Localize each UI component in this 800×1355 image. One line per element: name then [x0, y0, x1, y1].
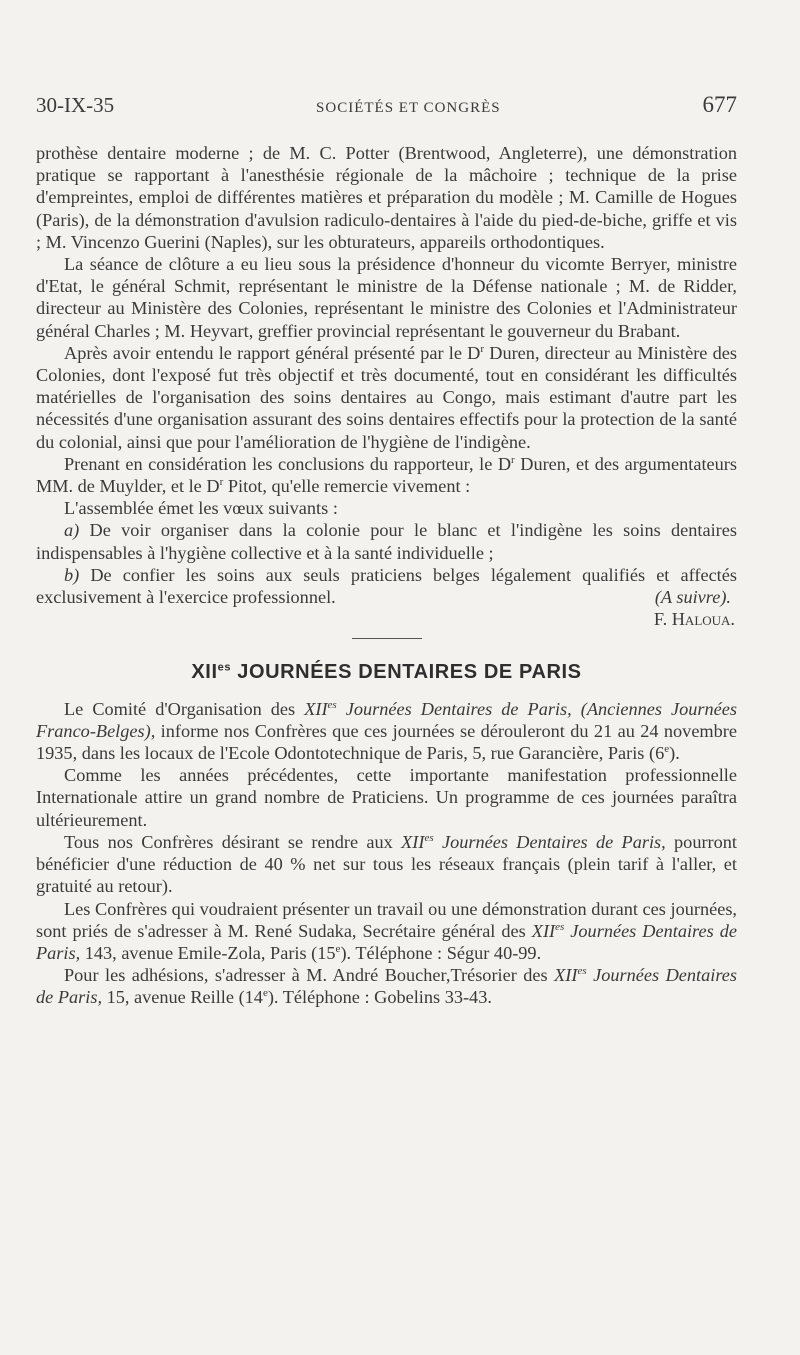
- resolution-item-b: b) De confier les soins aux seuls praticiens belges légalement qualifiés et affectés exclusivement à l'exercice professionnel. (A suivre).: [36, 564, 737, 608]
- paragraph: Après avoir entendu le rapport général présenté par le $D^r$ Duren, directeur au Ministère des Colonies, dont l'exposé fut très objectif et très documenté, tout en considérant les difficultés matérielles de l'organisation des soins dentaires au Congo, mais estimant d'autre part les nécessités d'une organisation assurant des soins dentaires effectifs pour la protection de la santé du colonial, ainsi que pour l'amélioration de l'hygiène de l'indigène.: [36, 342, 737, 452]
- paragraph: prothèse dentaire moderne ; de M. C. Potter (Brentwood, Angleterre), une démonstration pratique se rapportant à l'anesthésie régionale de la mâchoire ; technique de la prise d'empreintes, emploi de différentes matières et préparation du modèle ; M. Camille de Hogues (Paris), de la démonstration d'avulsion radiculo-dentaires à l'aide du pied-de-biche, griffe et vis ; M. Vincenzo Guerini (Naples), sur les obturateurs, appareils orthodontiques.: [36, 143, 737, 252]
- paragraph: Le Comité d'Organisation des $XII^{es}$ Journées Dentaires de Paris, (Anciennes Journées Franco-Belges), informe nos Confrères que ces journées se dérouleront du 21 au 24 novembre 1935, dans les locaux de l'Ecole Odontotechnique de Paris, 5, rue Garancière, Paris (6e).: [36, 698, 738, 764]
- paragraph: Pour les adhésions, s'adresser à M. André Boucher,Trésorier des $XII^{es}$ Journées Dentaires de Paris, 15, avenue Reille (14e). Téléphone : Gobelins 33-43.: [36, 965, 737, 1008]
- section-title: $XII^{es}$ JOURNÉES DENTAIRES DE PARIS: [191, 661, 582, 684]
- page-number: 677: [702, 92, 737, 117]
- journal-page: [36, 92, 737, 1009]
- paragraph: Tous nos Confrères désirant se rendre aux $XII^{es}$ Journées Dentaires de Paris, pourront bénéficier d'une réduction de 40 % net sur tous les réseaux français (plein tarif à l'aller, et gratuité au retour).: [36, 831, 738, 897]
- paragraph: Comme les années précédentes, cette importante manifestation professionnelle Internationale attire un grand nombre de Praticiens. Un programme de ces journées paraîtra ultérieurement.: [36, 765, 737, 830]
- paragraph: Prenant en considération les conclusions du rapporteur, le $D^r$ Duren, et des argumentateurs MM. de Muylder, et le $D^r$ Pitot, qu'elle remercie vivement :: [36, 453, 737, 497]
- author-signature: F. Haloua.: [653, 609, 735, 630]
- paragraph: L'assemblée émet les vœux suivants :: [64, 498, 338, 519]
- to-follow-note: (A suivre).: [654, 587, 731, 608]
- paragraph: Les Confrères qui voudraient présenter un travail ou une démonstration durant ces journées, sont priés de s'adresser à M. René Sudaka, Secrétaire général des $XII^{es}$ Journées Dentaires de Paris, 143, avenue Emile-Zola, Paris (15e). Téléphone : Ségur 40-99.: [36, 898, 737, 963]
- paragraph: La séance de clôture a eu lieu sous la présidence d'honneur du vicomte Berryer, ministre d'Etat, le général Schmit, représentant le ministre de la Défense nationale ; M. de Ridder, directeur au Ministère des Colonies, représentant le ministre des Colonies et l'Administrateur général Charles ; M. Heyvart, greffier provincial représentant le gouverneur du Brabant.: [36, 254, 737, 341]
- resolution-item-a: a) De voir organiser dans la colonie pour le blanc et l'indigène les soins dentaires indispensables à l'hygiène collective et à la santé individuelle ;: [36, 520, 737, 563]
- section-divider: [352, 638, 422, 639]
- issue-date: 30-IX-35: [36, 93, 115, 117]
- running-title: SOCIÉTÉS ET CONGRÈS: [316, 100, 501, 116]
- running-header: [36, 92, 737, 122]
- article-body: [36, 142, 737, 1009]
